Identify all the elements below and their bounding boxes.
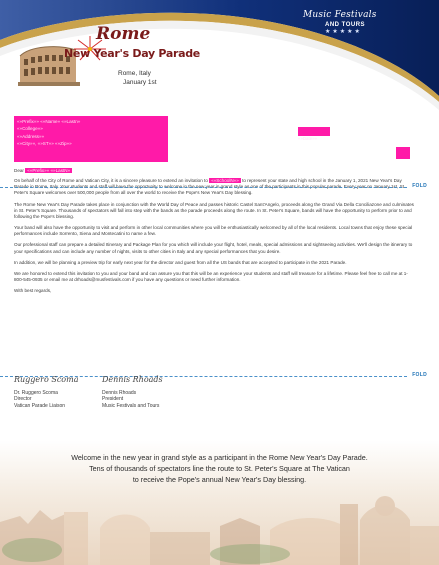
address-line-2: «»College»» (17, 126, 43, 132)
paragraph-2: The Rome New Year's Day Parade takes place in conjunction with the World Day of Peace and passes historic Castel Sant'Angelo, proceeds along the Grand Via Della Conciliazone and culminates in St. Peter's Square. Thousands of spectators will fall into step with the bands as the parade proceeds along the route. In St. Peter's Square, bands will have the opportunity to perform prior to and following the Pope's blessing. (14, 201, 414, 219)
closing-line: With best regards, (14, 288, 52, 294)
signer-title-1b: Vatican Parade Liaison (14, 402, 66, 409)
signer-title-2a: President (102, 396, 124, 403)
brand-line-1: Music Festivals (303, 10, 377, 20)
signer-title-2b: Music Festivals and Tours (102, 402, 160, 409)
logo-title: Rome (96, 24, 151, 44)
paragraph-6: We are honored to extend this invitation to you and your band and can assure you that this will be an experience your students and staff will treasure for a lifetime. Please feel free to call me at 1-800-545-0935 or email me at drhoads@musfestivals.com if you have any questions or need further information. (14, 271, 408, 283)
brand-line-3: AND TOURS (325, 22, 366, 28)
placeholder-mark (396, 147, 410, 159)
paragraph-5: In addition, we will be planning a preview trip for early next year for the director and guest from all the US bands that are accepted to participate in the 2021 Parade. (14, 259, 347, 265)
logo-subtitle: New Year's Day Parade (64, 47, 200, 60)
signature-script-2: Dennis Rhoads (102, 375, 163, 384)
fold-label-bottom: FOLD (409, 372, 427, 378)
paragraph-4: Our professional staff can prepare a detailed Itinerary and Package Plan for you which will include your flight, hotel, meals, special admissions and sightseeing activities. We'll design the itinerary to your specifications and can include any number of nights, visits to other cities in Italy and any special performances that you desire. (14, 242, 413, 254)
fold-line-top (0, 187, 412, 188)
paragraph-1: On behalf of the City of Rome and Vatican City, it is a sincere pleasure to extend an invitation to «»SchoolN»» to represent your state and high school in the January 1, 2021 New Year's Day Parade in Rome, Italy. Your students and staff will have the opportunity to welcome in the new year in grand style as one of the participants in this popular parade. Every year on January 1st, St. Peter's Square welcomes over 500,000 people from all over the world to receive the Pope's New Year's Day blessing. (14, 178, 406, 196)
salutation: Dear «»Prefix»» «»LastN» (14, 168, 71, 173)
brand-stars: ★★★★★ (325, 29, 362, 35)
signature-block-1 (14, 377, 78, 409)
signature-script-1: Ruggero Scoma (14, 375, 79, 384)
paragraph-3: Your band will also have the opportunity to visit and perform in other local communities where you will be enthusiastically welcomed by all of the local residents. Local towns that enjoy these special performances include Sorrento, Siena and Montecatini to name a few. (14, 225, 413, 237)
footer-message (0, 452, 439, 485)
footer-line-2: Tens of thousands of spectators line the route to St. Peter's Square at The Vatican (89, 464, 350, 473)
salutation-placeholder: «»Prefix»» «»LastN» (27, 168, 71, 173)
signer-name-2: Dennis Rhoads (102, 390, 137, 396)
logo-date: January 1st (123, 79, 157, 86)
brand-logo (303, 10, 413, 35)
parade-logo (18, 22, 208, 102)
address-line-3: «»Address»» (17, 133, 45, 139)
date-placeholder: «»Date»» (298, 127, 330, 136)
signer-title-1a: Director (14, 396, 32, 403)
address-line-4: «»City»», «»ST»» «»Zip»» (17, 140, 72, 146)
recipient-address (14, 116, 168, 162)
logo-location: Rome, Italy (118, 70, 151, 77)
signature-block-2 (102, 377, 163, 409)
address-line-1: «»Prefix»» «»Name» «»Lastn» (17, 119, 81, 124)
fold-label-top: FOLD (409, 183, 427, 189)
school-placeholder: «»SchoolN»» (211, 178, 239, 184)
footer-line-1: Welcome in the new year in grand style as a participant in the Rome New Year's Day Parade. (71, 453, 368, 462)
signer-name-1: Dr. Ruggero Scoma (14, 390, 58, 396)
footer-line-3: to receive the Pope's annual New Year's Day blessing. (132, 475, 307, 484)
